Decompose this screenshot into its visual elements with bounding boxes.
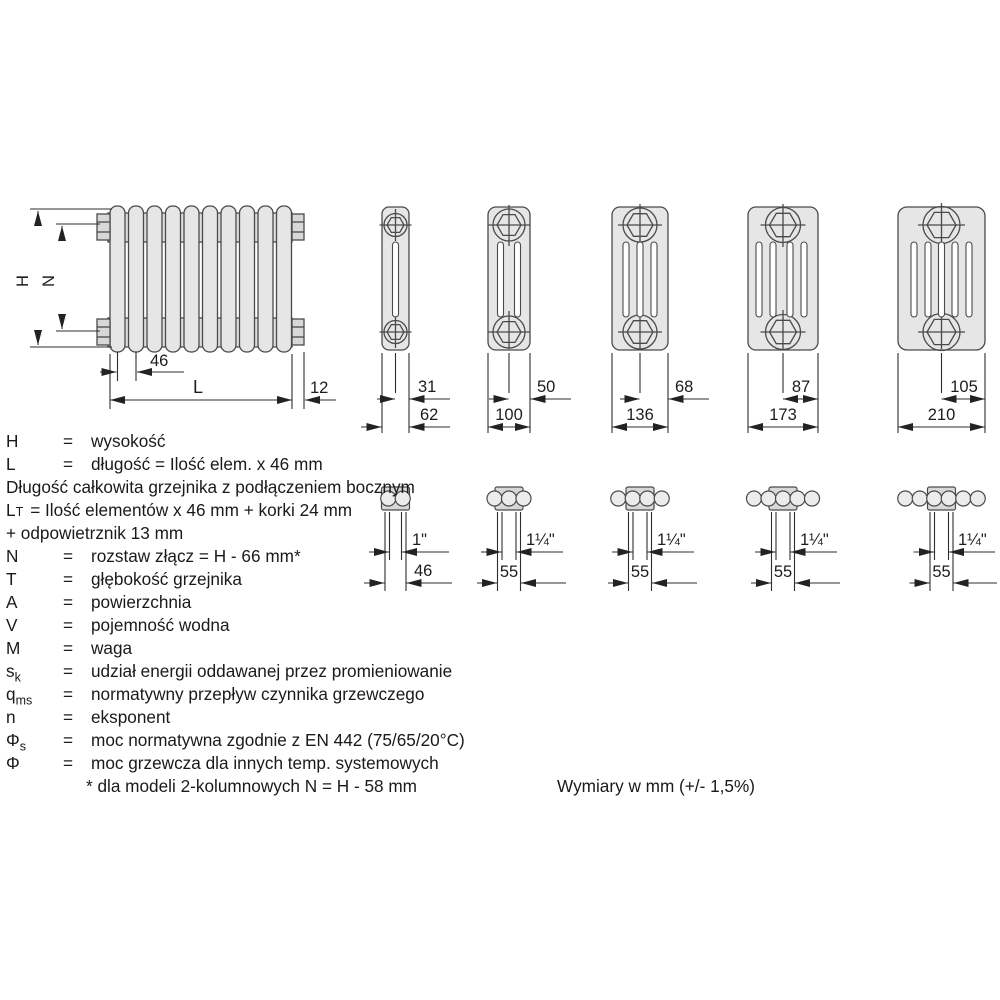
legend-row-total-length-formula: L T = Ilość elementów x 46 mm + korki 24 mm	[6, 500, 353, 520]
legend-footnote: * dla modeli 2-kolumnowych N = H - 58 mm	[86, 776, 417, 796]
section-6col-depth-label: 210	[927, 406, 956, 424]
legend-row-exponent: n = eksponent	[6, 707, 171, 727]
connection-top-view-6col	[898, 487, 986, 510]
section-4col	[612, 204, 668, 350]
connection-2col-thread-label: 1"	[412, 531, 428, 549]
section-3col-half-depth-label: 50	[537, 378, 556, 396]
connection-4col-spacing-label: 55	[630, 563, 650, 581]
section-4col-depth-label: 136	[626, 406, 654, 424]
height-dim-label: H	[14, 275, 32, 287]
legend-row-air-vent: + odpowietrznik 13 mm	[6, 523, 184, 543]
section-3col-depth-label: 100	[495, 406, 523, 424]
connection-top-view-4col	[611, 487, 670, 510]
legend	[6, 430, 476, 798]
legend-row-height: H = wysokość	[6, 431, 166, 451]
section-6col-half-depth-label: 105	[950, 378, 978, 396]
legend-row-flow-rate: $q_{ms}$ = normatywny przepływ czynnika grzewczego	[6, 684, 425, 708]
legend-row-radiation-share: $s_k$ = udział energii oddawanej przez promieniowanie	[6, 661, 453, 685]
connection-3col-spacing-label: 55	[499, 563, 519, 581]
section-5col	[748, 204, 818, 350]
connection-top-view-3col	[487, 487, 531, 510]
legend-row-node-spacing: N = rozstaw złącz = H - 66 mm*	[6, 546, 301, 566]
section-6col	[898, 203, 985, 351]
section-5col-depth-label: 173	[769, 406, 797, 424]
connection-3col-dims	[477, 512, 566, 591]
section-2col	[380, 207, 412, 350]
legend-row-area: A = powierzchnia	[6, 592, 192, 612]
dimensions-tolerance-note: Wymiary w mm (+/- 1,5%)	[557, 776, 755, 796]
node-spacing-dim-label: N	[40, 275, 58, 287]
section-3col	[488, 205, 530, 350]
legend-row-total-length-intro: Długość całkowita grzejnika z podłączeniem bocznym	[6, 477, 415, 497]
connection-2col-spacing-label: 46	[414, 562, 433, 580]
legend-row-water-volume: V = pojemność wodna	[6, 615, 230, 635]
connection-5col-spacing-label: 55	[773, 563, 793, 581]
legend-row-length: L = długość = Ilość elem. x 46 mm	[6, 454, 323, 474]
connection-6col-dims	[910, 512, 998, 591]
connection-5col-thread-label: 1¼"	[800, 531, 829, 549]
length-dim-label: L	[192, 377, 204, 397]
legend-row-weight: M = waga	[6, 638, 133, 658]
section-2col-depth-label: 62	[420, 406, 439, 424]
cap-dim-label: 12	[310, 379, 329, 397]
connection-4col-thread-label: 1¼"	[657, 531, 686, 549]
section-2col-half-depth-label: 31	[418, 378, 437, 396]
section-5col-half-depth-label: 87	[791, 378, 811, 396]
legend-row-nominal-power: $\Phi_s$ = moc normatywna zgodnie z EN 442 (75/65/20°C)	[6, 730, 465, 754]
section-4col-half-depth-label: 68	[675, 378, 694, 396]
connection-top-view-5col	[747, 487, 820, 510]
legend-row-depth: T = głębokość grzejnika	[6, 569, 242, 589]
connection-4col-dims	[608, 512, 697, 591]
element-pitch-dim-label: 46	[150, 352, 169, 370]
legend-row-heating-power: Φ = moc grzewcza dla innych temp. systemowych	[6, 753, 439, 773]
radiator-front-view	[97, 206, 304, 352]
connection-6col-spacing-label: 55	[932, 563, 951, 581]
connection-5col-dims	[751, 512, 840, 591]
connection-6col-thread-label: 1¼"	[958, 531, 987, 549]
connection-3col-thread-label: 1¼"	[526, 531, 555, 549]
